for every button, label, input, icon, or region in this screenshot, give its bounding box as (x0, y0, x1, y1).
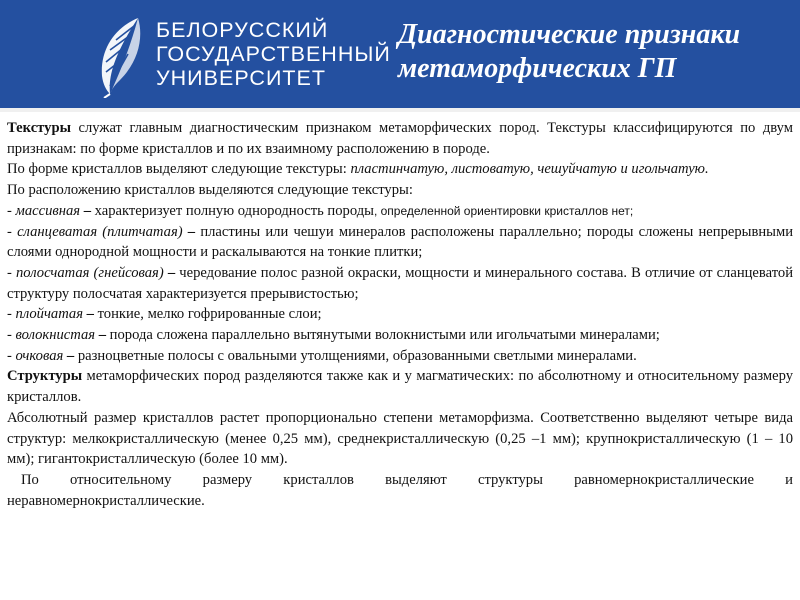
header-banner (0, 0, 800, 108)
list-term: плойчатая (15, 306, 84, 323)
list-separator: – (163, 264, 180, 281)
list-dash: - (7, 327, 16, 344)
slide-body (7, 118, 793, 511)
paragraph-crystal-shape (7, 159, 793, 180)
list-separator: – (80, 202, 95, 219)
texture-list: пластинчатую, листоватую, чешуйчатую и игольчатую. (350, 161, 709, 178)
term-textures: Текстуры (7, 120, 71, 136)
list-separator: – (63, 347, 78, 364)
list-term: волокнистая (15, 327, 96, 344)
list-text-small: , определенной ориентировки кристаллов нет; (373, 203, 634, 218)
university-logo (94, 14, 391, 98)
list-item-schistose (7, 222, 793, 263)
list-separator: – (95, 327, 110, 344)
paragraph-absolute-size: Абсолютный размер кристаллов растет пропорционально степени метаморфизма. Соответственно выделяют четыре вида структур: мелкокристаллическую (менее 0,25 мм), среднекристаллическую (0,25 –1 мм); крупнокристаллическую (1 – 10 мм); гигантокристаллическую (более 10 мм). (7, 409, 793, 468)
list-item-banded (7, 263, 793, 304)
paragraph-textures-intro (7, 118, 793, 159)
feather-icon (94, 14, 150, 98)
paragraph-text: метаморфических пород разделяются также как и у магматических: по абсолютному и относительному размеру кристаллов. (7, 368, 793, 406)
list-text: пластины или чешуи минералов расположены параллельно; породы сложены непрерывными слоями однородной мощности и раскалываются на тонкие плитки; (7, 223, 794, 261)
list-term: полосчатая (гнейсовая) (16, 264, 164, 281)
list-dash: - (7, 306, 16, 323)
list-text: характеризует полную однородность породы (94, 202, 374, 219)
paragraph-structures (7, 366, 793, 407)
list-dash: - (7, 264, 16, 281)
logo-line-1: БЕЛОРУССКИЙ (156, 18, 329, 42)
logo-wordmark (156, 18, 391, 90)
list-text: порода сложена параллельно вытянутыми волокнистыми или игольчатыми минералами; (109, 327, 660, 344)
paragraph-text: По форме кристаллов выделяют следующие текстуры: (7, 161, 351, 178)
list-dash: - (7, 202, 16, 219)
list-separator: – (83, 306, 98, 323)
term-structures: Структуры (7, 368, 83, 385)
list-item-augen (7, 346, 793, 367)
header-divider (0, 108, 800, 112)
list-item-plicated (7, 304, 793, 325)
paragraph-text: служат главным диагностическим признаком метаморфических пород. Текстуры классифицируются по двум признакам: по форме кристаллов и по их взаимному расположению в породе. (7, 120, 793, 157)
paragraph-arrangement: По расположению кристаллов выделяются следующие текстуры: (7, 182, 413, 199)
list-term: сланцеватая (плитчатая) (17, 223, 183, 240)
list-separator: – (182, 223, 201, 240)
list-term: очковая (15, 347, 64, 364)
logo-line-2: ГОСУДАРСТВЕННЫЙ (156, 42, 391, 66)
list-text: разноцветные полосы с овальными утолщениями, образованными светлыми минералами. (77, 347, 637, 364)
title-line-1: Диагностические признаки (398, 19, 741, 50)
logo-line-3: УНИВЕРСИТЕТ (156, 66, 327, 90)
list-item-massive (7, 201, 793, 222)
list-term: массивная (15, 202, 81, 219)
paragraph-relative-size: По относительному размеру кристаллов выделяют структуры равномернокристаллические и неравномернокристаллические. (7, 471, 793, 509)
list-item-fibrous (7, 325, 793, 346)
list-text: чередование полос разной окраски, мощности и минерального состава. В отличие от сланцеватой структуру полосчатая характеризуется прерывистостью; (7, 264, 794, 302)
slide-title (398, 18, 788, 86)
list-text: тонкие, мелко гофрированные слои; (97, 306, 322, 323)
list-dash: - (7, 223, 18, 240)
title-line-2: метаморфических ГП (398, 53, 677, 84)
list-dash: - (7, 347, 16, 364)
